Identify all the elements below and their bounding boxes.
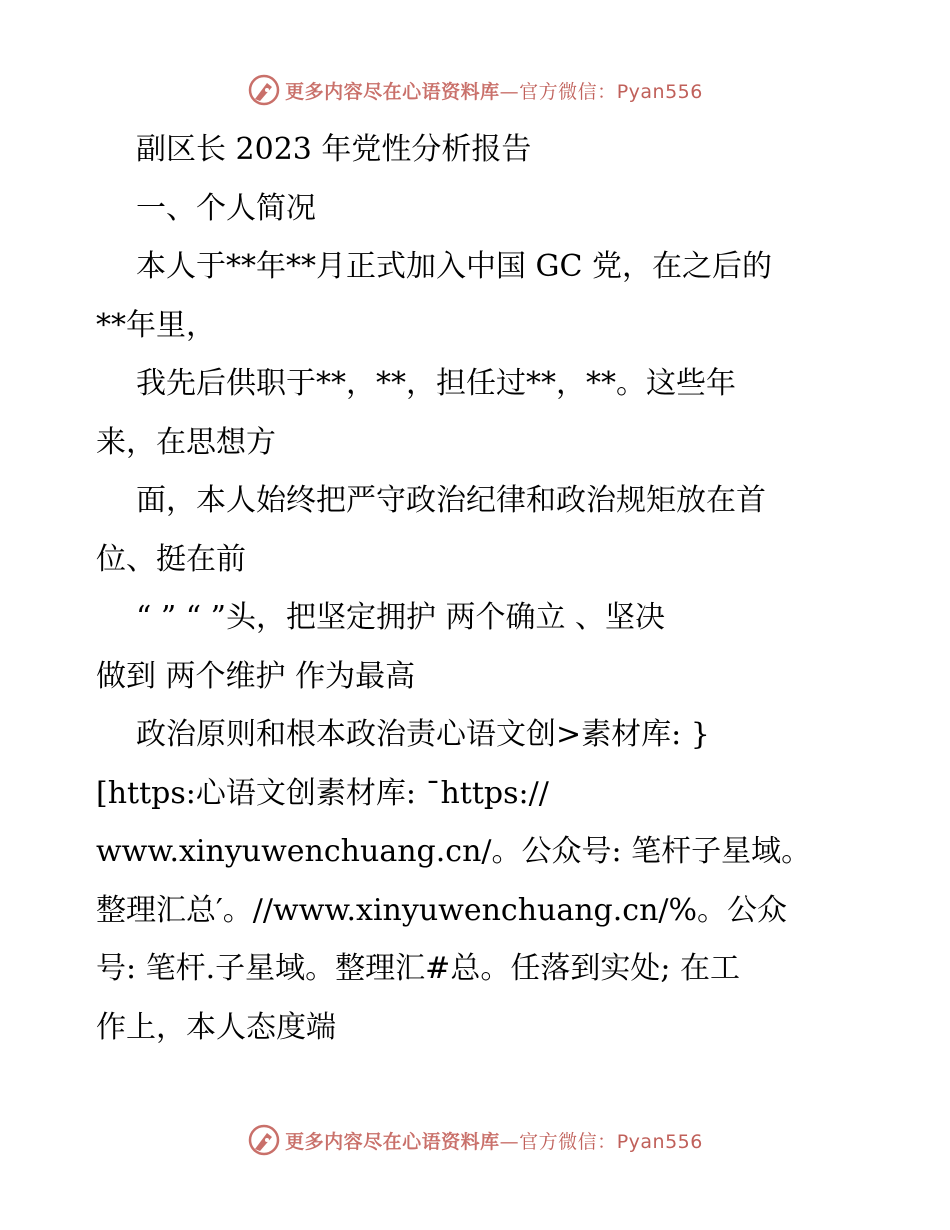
body-line: 整理汇总′。//www.xinyuwenchuang.cn/%。公众 <box>96 892 788 928</box>
watermark-wechat-id: Pyan556 <box>616 1130 703 1153</box>
watermark-site: 更多内容尽在心语资料库 <box>285 1130 500 1153</box>
watermark-dash: — <box>499 1130 520 1153</box>
pen-nib-logo-icon <box>247 1123 281 1157</box>
watermark-wechat-label: 官方微信： <box>519 80 617 103</box>
header-watermark-banner <box>0 70 950 110</box>
document-title: 副区长 2023 年党性分析报告 <box>136 132 532 167</box>
body-line: 本人于**年**月正式加入中国 GC 党，在之后的 <box>136 249 772 284</box>
body-line: 我先后供职于**，**，担任过**，**。这些年 <box>136 366 736 401</box>
body-line: 号: 笔杆.子星域。整理汇#总。任落到实处; 在工 <box>96 951 740 986</box>
body-line: 作上，本人态度端 <box>96 1009 336 1045</box>
body-line: 位、挺在前 <box>96 541 246 577</box>
body-line: **年里， <box>96 307 216 343</box>
body-line: 做到 两个维护 作为最高 <box>96 658 416 694</box>
section-heading: 一、个人简况 <box>136 190 316 226</box>
body-line: 面，本人始终把严守政治纪律和政治规矩放在首 <box>136 483 766 518</box>
watermark-text <box>285 77 703 104</box>
pen-nib-logo-icon <box>247 73 281 107</box>
body-line: www.xinyuwenchuang.cn/。公众号: 笔杆子星域。 <box>96 834 812 869</box>
body-line: 政治原则和根本政治责心语文创>素材库: } <box>136 717 710 752</box>
body-line: “ ” “ ”头，把坚定拥护 两个确立 、坚决 <box>136 600 666 635</box>
document-body <box>96 121 856 1057</box>
body-line: [https:心语文创素材库: ¯https:// <box>96 775 549 811</box>
watermark-dash: — <box>499 80 520 103</box>
body-line: 来，在思想方 <box>96 424 276 460</box>
watermark-wechat-label: 官方微信： <box>519 1130 617 1153</box>
watermark-site: 更多内容尽在心语资料库 <box>285 80 500 103</box>
footer-watermark-banner <box>0 1120 950 1160</box>
watermark-text <box>285 1127 703 1154</box>
watermark-wechat-id: Pyan556 <box>616 80 703 103</box>
